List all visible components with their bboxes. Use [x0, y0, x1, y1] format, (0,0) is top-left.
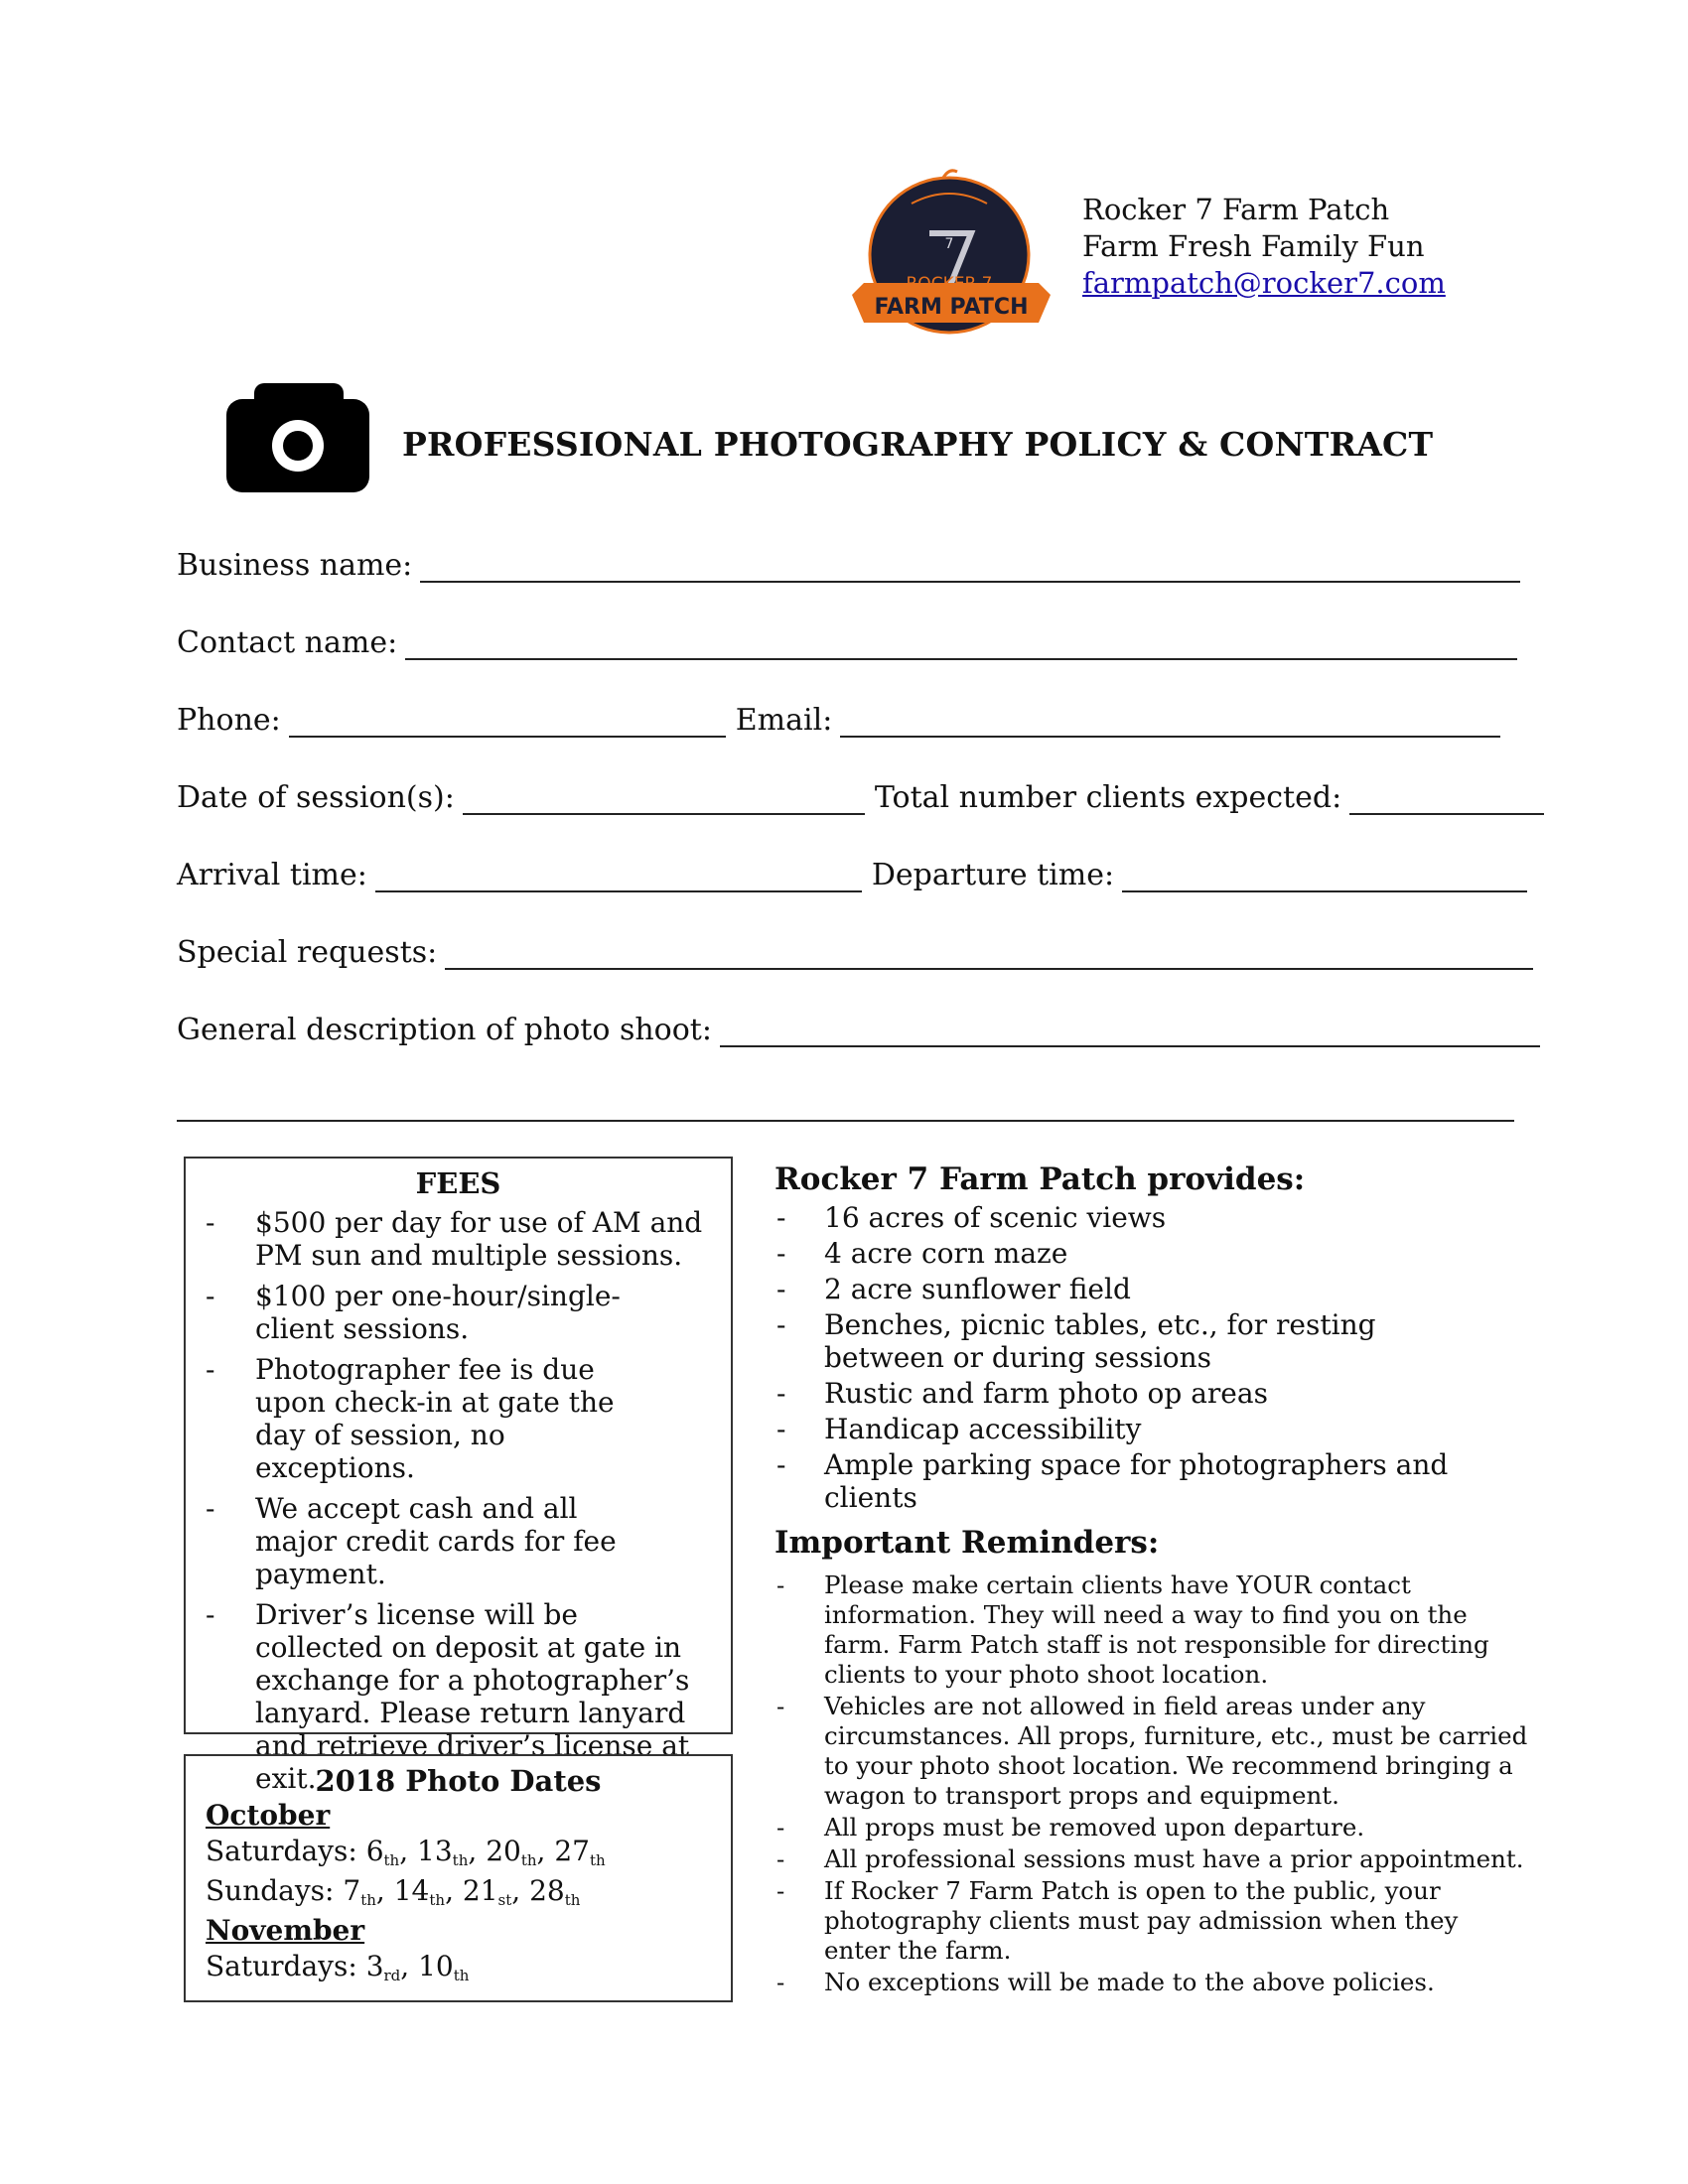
reminders-list	[774, 1570, 1529, 1999]
date-number: 27	[554, 1835, 590, 1867]
date-row-label: Sundays:	[206, 1874, 344, 1907]
contact-block	[1082, 192, 1446, 302]
reminder-item: - All props must be removed upon departure.	[774, 1813, 1529, 1843]
date-suffix: th	[520, 1851, 537, 1869]
date-suffix: th	[564, 1891, 581, 1909]
date-suffix: st	[497, 1891, 512, 1909]
provides-item: - Ample parking space for photographers and clients	[774, 1448, 1529, 1514]
reminder-item: - Please make certain clients have YOUR contact information. They will need a way to find you on the farm. Farm Patch staff is not responsible for directing clients to your photo shoot location.	[774, 1570, 1529, 1690]
session-row	[177, 780, 1554, 815]
general-description-field[interactable]	[720, 1016, 1540, 1047]
business-name: Rocker 7 Farm Patch	[1082, 193, 1390, 226]
business-name-row	[177, 548, 1530, 583]
fee-item: - $100 per one-hour/single-client sessions.	[186, 1280, 731, 1345]
month-heading: October	[206, 1799, 331, 1832]
fee-item: - $500 per day for use of AM and PM sun and multiple sessions.	[186, 1206, 731, 1272]
date-of-session-field[interactable]	[463, 783, 865, 815]
special-requests-field[interactable]	[445, 938, 1533, 970]
general-description-label: General description of photo shoot:	[177, 1013, 712, 1047]
month-heading: November	[206, 1914, 365, 1947]
reminder-item: - All professional sessions must have a prior appointment.	[774, 1844, 1529, 1874]
provides-item: - 2 acre sunflower field	[774, 1273, 1529, 1305]
fees-list	[186, 1206, 731, 1795]
logo-numeral: 7	[944, 236, 954, 252]
date-row: Saturdays: $3_{rd}$, $10_{th}$	[206, 1950, 470, 1984]
farm-patch-logo	[852, 164, 1051, 344]
date-suffix: th	[453, 1967, 470, 1984]
fees-title: FEES	[415, 1166, 501, 1200]
time-row	[177, 858, 1537, 892]
fee-item: - Driver’s license will be collected on deposit at gate in exchange for a photographer’s lanyard. Please return lanyard and retrieve driver’s license at exit.	[186, 1598, 731, 1795]
fee-item: - We accept cash and all major credit cards for fee payment.	[186, 1492, 731, 1590]
total-clients-label: Total number clients expected:	[874, 780, 1342, 815]
reminder-item: - No exceptions will be made to the above policies.	[774, 1968, 1529, 1997]
photo-dates-content	[186, 1798, 731, 1988]
date-suffix: th	[452, 1851, 469, 1869]
special-requests-label: Special requests:	[177, 935, 438, 970]
contact-name-label: Contact name:	[177, 625, 398, 660]
date-number: 10	[418, 1950, 454, 1982]
date-of-session-label: Date of session(s):	[177, 780, 455, 815]
departure-time-field[interactable]	[1122, 861, 1527, 892]
photo-dates-box	[184, 1754, 733, 2002]
reminder-item: - Vehicles are not allowed in field areas under any circumstances. All props, furniture, etc., must be carried to your photo shoot location. We recommend bringing a wagon to transport props and equipment.	[774, 1692, 1529, 1811]
date-number: 3	[365, 1950, 384, 1982]
business-name-field[interactable]	[420, 551, 1520, 583]
provides-title: Rocker 7 Farm Patch provides:	[774, 1161, 1306, 1197]
page-title: PROFESSIONAL PHOTOGRAPHY POLICY & CONTRACT	[402, 425, 1434, 464]
provides-item: - 16 acres of scenic views	[774, 1201, 1529, 1234]
date-number: 20	[486, 1835, 521, 1867]
date-row-label: Saturdays:	[206, 1835, 366, 1867]
provides-item: - Rustic and farm photo op areas	[774, 1377, 1529, 1410]
date-row-label: Saturdays:	[206, 1950, 366, 1982]
general-description-extra-line[interactable]	[177, 1120, 1514, 1122]
phone-label: Phone:	[177, 703, 281, 738]
email-label: Email:	[735, 703, 833, 738]
provides-item: - Benches, picnic tables, etc., for resting between or during sessions	[774, 1308, 1529, 1374]
contact-name-row	[177, 625, 1527, 660]
date-row: Saturdays: $6_{th}$, $13_{th}$, $20_{th}$, $27_{th}$	[206, 1835, 606, 1869]
camera-icon	[226, 383, 369, 492]
departure-time-label: Departure time:	[871, 858, 1115, 892]
date-suffix: th	[360, 1891, 376, 1909]
contact-name-field[interactable]	[405, 628, 1517, 660]
date-number: 21	[462, 1874, 498, 1907]
phone-field[interactable]	[289, 706, 726, 738]
date-number: 14	[393, 1874, 430, 1907]
date-row: Sundays: $7_{th}$, $14_{th}$, $21_{st}$, $28_{th}$	[206, 1874, 581, 1909]
date-suffix: th	[589, 1851, 606, 1869]
special-requests-row	[177, 935, 1543, 970]
reminder-item: - If Rocker 7 Farm Patch is open to the public, your photography clients must pay admission when they enter the farm.	[774, 1876, 1529, 1966]
email-field[interactable]	[840, 706, 1500, 738]
provides-list	[774, 1201, 1529, 1517]
date-suffix: th	[383, 1851, 400, 1869]
date-number: 6	[365, 1835, 384, 1867]
tagline: Farm Fresh Family Fun	[1082, 229, 1425, 263]
date-suffix: rd	[383, 1967, 401, 1984]
provides-item: - 4 acre corn maze	[774, 1237, 1529, 1270]
phone-email-row	[177, 703, 1510, 738]
provides-item: - Handicap accessibility	[774, 1413, 1529, 1445]
arrival-time-label: Arrival time:	[177, 858, 367, 892]
date-number: 28	[529, 1874, 565, 1907]
date-number: 7	[343, 1874, 361, 1907]
logo-banner-text: FARM PATCH	[874, 295, 1029, 320]
date-number: 13	[417, 1835, 453, 1867]
email-link[interactable]: farmpatch@rocker7.com	[1082, 266, 1446, 300]
business-name-label: Business name:	[177, 548, 413, 583]
reminders-title: Important Reminders:	[774, 1525, 1160, 1561]
arrival-time-field[interactable]	[375, 861, 862, 892]
photo-dates-title: 2018 Photo Dates	[315, 1764, 602, 1798]
fee-item: - Photographer fee is due upon check-in at gate the day of session, no exceptions.	[186, 1353, 731, 1484]
total-clients-field[interactable]	[1349, 783, 1544, 815]
date-suffix: th	[429, 1891, 446, 1909]
general-description-row	[177, 1013, 1550, 1047]
